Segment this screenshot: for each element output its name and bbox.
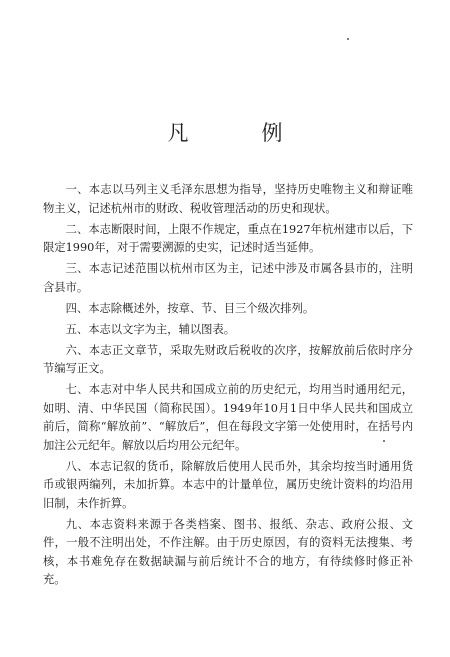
guideline-paragraph: 六、本志正文章节，采取先财政后税收的次序，按解放前后依时序分节编写正文。 (43, 343, 413, 375)
guideline-paragraph: 五、本志以文字为主，辅以图表。 (65, 322, 236, 336)
guideline-paragraph: 八、本志记叙的货币，除解放后使用人民币外，其余均按当时通用货币或银两编列，未加折算。本志中的计量单位，属历史统计资料的均沿用旧制，未作折算。 (43, 459, 413, 510)
guideline-paragraph: 四、本志除概述外，按章、节、目三个级次排列。 (65, 301, 315, 315)
guideline-paragraph: 九、本志资料来源于各类档案、图书、报纸、杂志、政府公报、文件，一般不注明出处，不作注解。由于历史原因，有的资料无法搜集、考核，本书难免存在数据缺漏与前后统计不合的地方，有待续修时修正补充。 (43, 517, 413, 586)
scan-speck (347, 38, 349, 40)
page-title: 凡 例 (167, 121, 309, 145)
guideline-paragraph: 二、本志断限时间，上限不作规定，重点在1927年杭州建市以后，下限定1990年，对于需要溯源的史实，记述时适当延伸。 (43, 222, 413, 254)
guideline-paragraph: 一、本志以马列主义毛泽东思想为指导，坚持历史唯物主义和辩证唯物主义，记述杭州市的财政、税收管理活动的历史和现状。 (43, 183, 413, 215)
guideline-paragraph: 七、本志对中华人民共和国成立前的历史纪元，均用当时通用纪元，如明、清、中华民国（简称民国）。1949年10月1日中华人民共和国成立前后，简称“解放前”、“解放后”，但在每段文字第一处使用时，在括号内加注公元纪年。解放以后均用公元纪年。 (43, 383, 413, 452)
guideline-paragraph: 三、本志记述范围以杭州市区为主，记述中涉及市属各县市的，注明含县市。 (43, 262, 413, 294)
guidelines-body (43, 181, 413, 590)
